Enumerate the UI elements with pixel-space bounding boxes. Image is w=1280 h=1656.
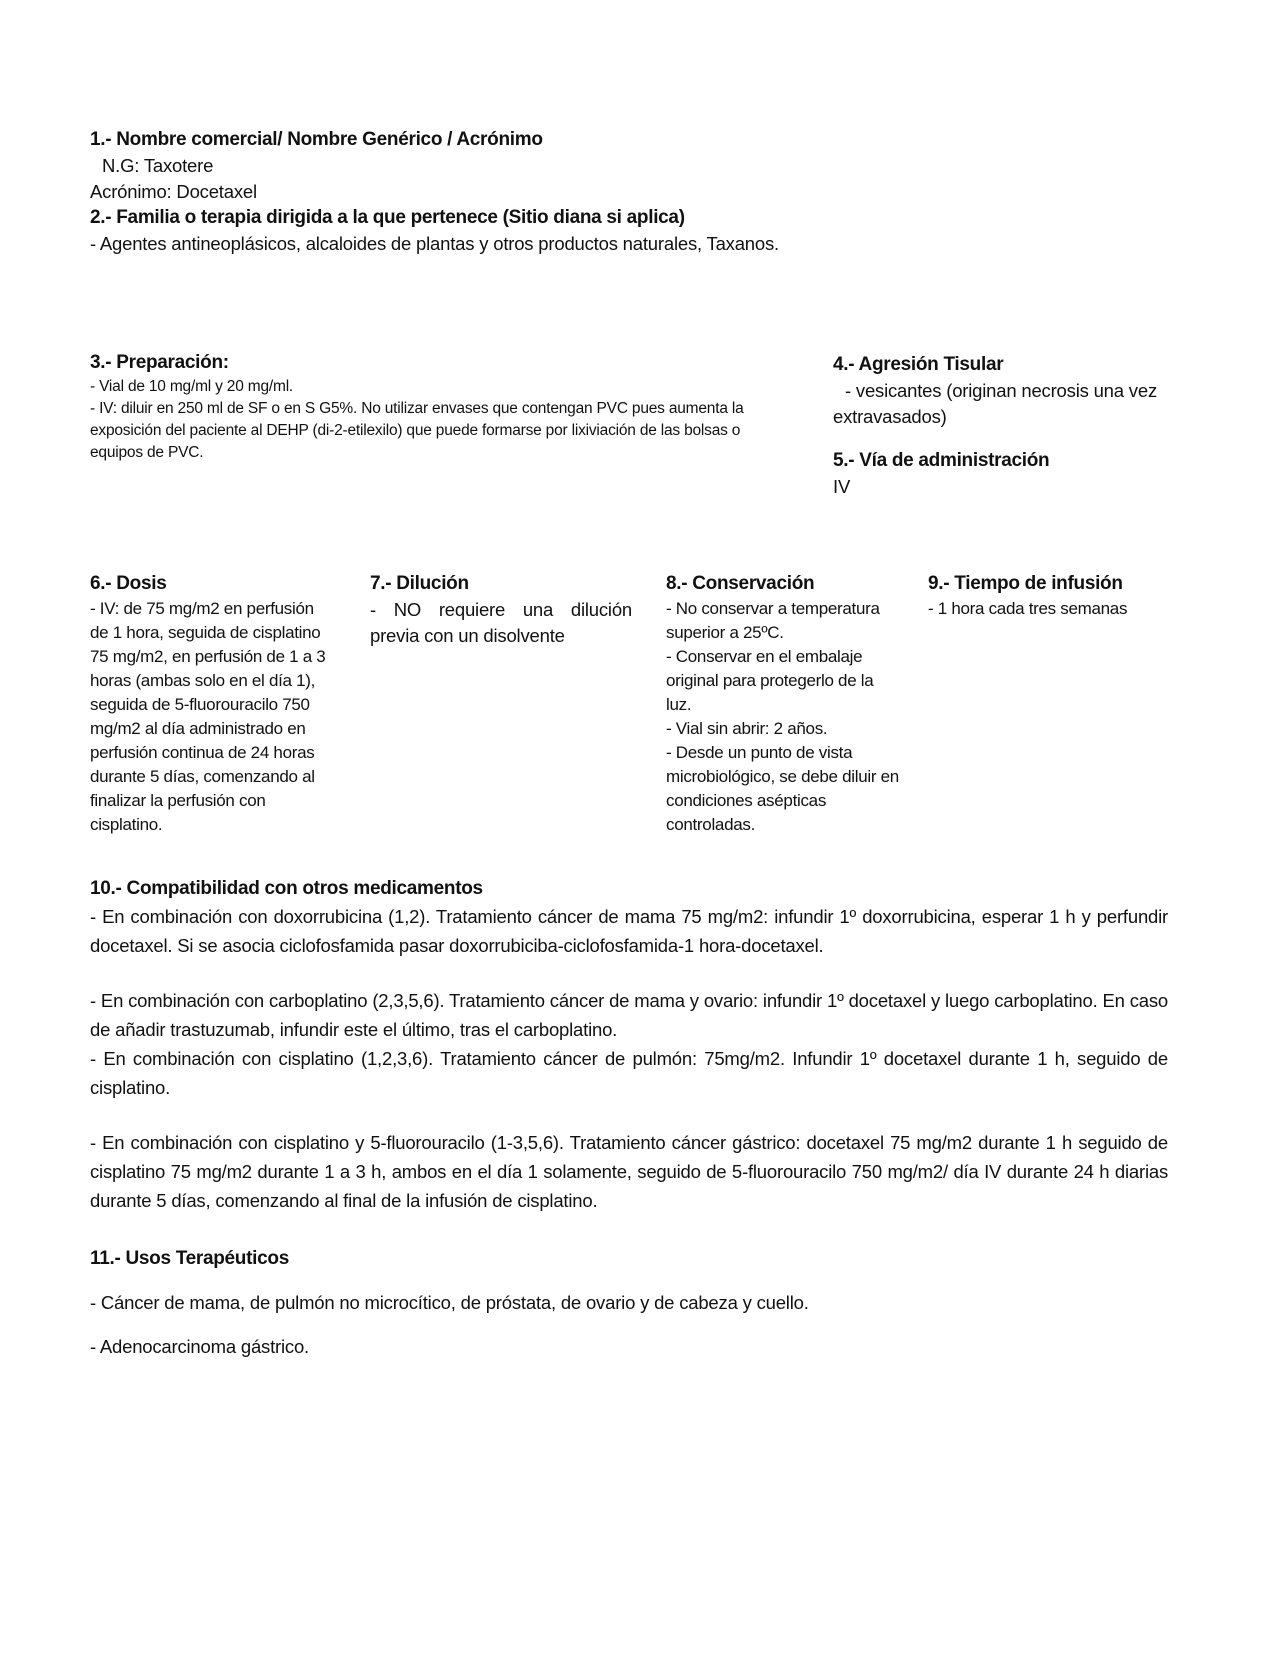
section-3-line: - IV: diluir en 250 ml de SF o en S G5%. No utilizar envases que contengan PVC pues aumenta la exposición del paciente al DEHP (di-2-etilexilo) que puede formarse por lixiviación de las bolsas o equipos de PVC. xyxy=(90,400,744,461)
section-4-heading: 4.- Agresión Tisular xyxy=(833,354,1004,375)
section-8-line: - Desde un punto de vista microbiológico, se debe diluir en condiciones asépticas controladas. xyxy=(666,743,899,834)
section-9-text: - 1 hora cada tres semanas xyxy=(928,599,1128,618)
section-2-text: - Agentes antineoplásicos, alcaloides de plantas y otros productos naturales, Taxanos. xyxy=(90,233,779,254)
section-8-line: - No conservar a temperatura superior a 25ºC. xyxy=(666,599,880,642)
section-8-heading: 8.- Conservación xyxy=(666,573,815,594)
section-5-heading: 5.- Vía de administración xyxy=(833,450,1050,471)
section-11-heading: 11.- Usos Terapéuticos xyxy=(90,1248,289,1269)
section-11-line: - Cáncer de mama, de pulmón no microcítico, de próstata, de ovario y de cabeza y cuello. xyxy=(90,1292,809,1313)
section-5-text: IV xyxy=(833,476,851,497)
acronym: Acrónimo: Docetaxel xyxy=(90,181,257,202)
section-8 xyxy=(666,571,901,837)
section-3 xyxy=(90,350,770,464)
section-3-heading: 3.- Preparación: xyxy=(90,352,229,373)
section-1 xyxy=(90,127,1170,257)
section-3-line: - Vial de 10 mg/ml y 20 mg/ml. xyxy=(90,378,294,395)
section-7-heading: 7.- Dilución xyxy=(370,573,469,594)
section-6-text: - IV: de 75 mg/m2 en perfusión de 1 hora, seguida de cisplatino 75 mg/m2, en perfusión de 1 a 3 horas (ambas solo en el día 1), seguida de 5-fluorouracilo 750 mg/m2 al día administrado en perfusión continua de 24 horas durante 5 días, comenzando al finalizar la perfusión con cisplatino. xyxy=(90,599,326,834)
section-4-text: - vesicantes (originan necrosis una vez extravasados) xyxy=(833,380,1157,427)
section-6-heading: 6.- Dosis xyxy=(90,573,167,594)
section-2-heading: 2.- Familia o terapia dirigida a la que pertenece (Sitio diana si aplica) xyxy=(90,207,685,228)
section-6 xyxy=(90,571,335,837)
section-10-para: - En combinación con cisplatino y 5-fluorouracilo (1-3,5,6). Tratamiento cáncer gástrico: docetaxel 75 mg/m2 durante 1 h seguido de cisplatino 75 mg/m2 durante 1 a 3 h, ambos en el día 1 solamente, seguido de 5-fluorouracilo 750 mg/m2/ día IV durante 24 h diarias durante 5 días, comenzando al final de la infusión de cisplatino. xyxy=(90,1132,1168,1211)
section-1-heading: 1.- Nombre comercial/ Nombre Genérico / Acrónimo xyxy=(90,129,543,150)
section-11 xyxy=(90,1246,1168,1360)
generic-name: N.G: Taxotere xyxy=(102,155,214,176)
section-8-line: - Conservar en el embalaje original para protegerlo de la luz. xyxy=(666,647,874,714)
section-10 xyxy=(90,876,1168,1215)
section-10-heading: 10.- Compatibilidad con otros medicamentos xyxy=(90,878,483,899)
section-9-heading: 9.- Tiempo de infusión xyxy=(928,573,1123,594)
section-7 xyxy=(370,571,632,649)
section-4 xyxy=(833,352,1163,500)
section-8-line: - Vial sin abrir: 2 años. xyxy=(666,719,828,738)
section-7-text: - NO requiere una dilución previa con un disolvente xyxy=(370,599,632,646)
section-11-line: - Adenocarcinoma gástrico. xyxy=(90,1336,309,1357)
section-10-para: - En combinación con cisplatino (1,2,3,6). Tratamiento cáncer de pulmón: 75mg/m2. Infundir 1º docetaxel durante 1 h, seguido de cisplatino. xyxy=(90,1048,1168,1098)
section-10-para: - En combinación con doxorrubicina (1,2). Tratamiento cáncer de mama 75 mg/m2: infundir 1º doxorrubicina, esperar 1 h y perfundir docetaxel. Si se asocia ciclofosfamida pasar doxorrubiciba-ciclofosfamida-1 hora-docetaxel. xyxy=(90,906,1168,956)
section-10-para: - En combinación con carboplatino (2,3,5,6). Tratamiento cáncer de mama y ovario: infundir 1º docetaxel y luego carboplatino. En caso de añadir trastuzumab, infundir este el último, tras el carboplatino. xyxy=(90,990,1168,1040)
section-9 xyxy=(928,571,1168,621)
